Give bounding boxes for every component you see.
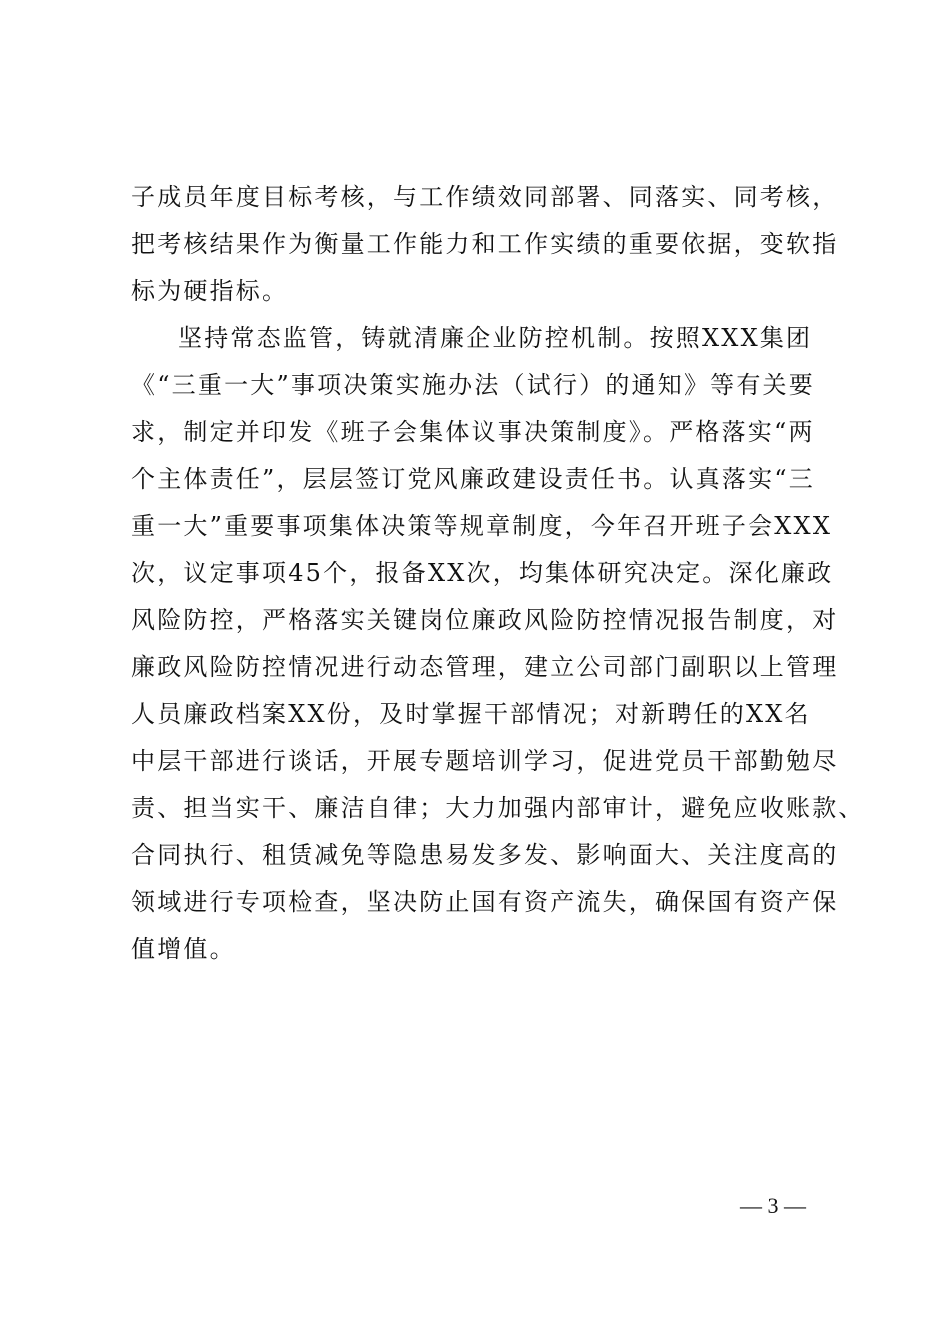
text-line-4: 坚持常态监管，铸就清廉企业防控机制。按照XXX集团 xyxy=(178,324,813,352)
text-line-10: 风险防控，严格落实关键岗位廉政风险防控情况报告制度，对 xyxy=(131,606,839,634)
text-line-17: 值增值。 xyxy=(131,935,236,963)
text-line-9: 次，议定事项45个，报备XX次，均集体研究决定。深化廉政 xyxy=(131,559,834,587)
text-line-3: 标为硬指标。 xyxy=(131,277,289,305)
text-line-14: 责、担当实干、廉洁自律；大力加强内部审计，避免应收账款、 xyxy=(131,794,865,822)
text-line-13: 中层干部进行谈话，开展专题培训学习，促进党员干部勤勉尽 xyxy=(131,747,839,775)
text-line-6: 求，制定并印发《班子会集体议事决策制度》。严格落实“两 xyxy=(131,418,815,446)
text-line-5: 《“三重一大”事项决策实施办法（试行）的通知》等有关要 xyxy=(131,371,815,399)
text-line-1: 子成员年度目标考核，与工作绩效同部署、同落实、同考核， xyxy=(131,183,839,211)
text-line-15: 合同执行、租赁减免等隐患易发多发、影响面大、关注度高的 xyxy=(131,841,839,869)
page-number: — 3 — xyxy=(740,1193,806,1218)
text-line-2: 把考核结果作为衡量工作能力和工作实绩的重要依据，变软指 xyxy=(131,230,839,258)
text-line-8: 重一大”重要事项集体决策等规章制度，今年召开班子会XXX xyxy=(131,512,833,540)
text-line-7: 个主体责任”，层层签订党风廉政建设责任书。认真落实“三 xyxy=(131,465,815,493)
text-line-16: 领域进行专项检查，坚决防止国有资产流失，确保国有资产保 xyxy=(131,888,839,916)
text-line-11: 廉政风险防控情况进行动态管理，建立公司部门副职以上管理 xyxy=(131,653,839,681)
text-line-12: 人员廉政档案XX份，及时掌握干部情况；对新聘任的XX名 xyxy=(131,700,811,728)
